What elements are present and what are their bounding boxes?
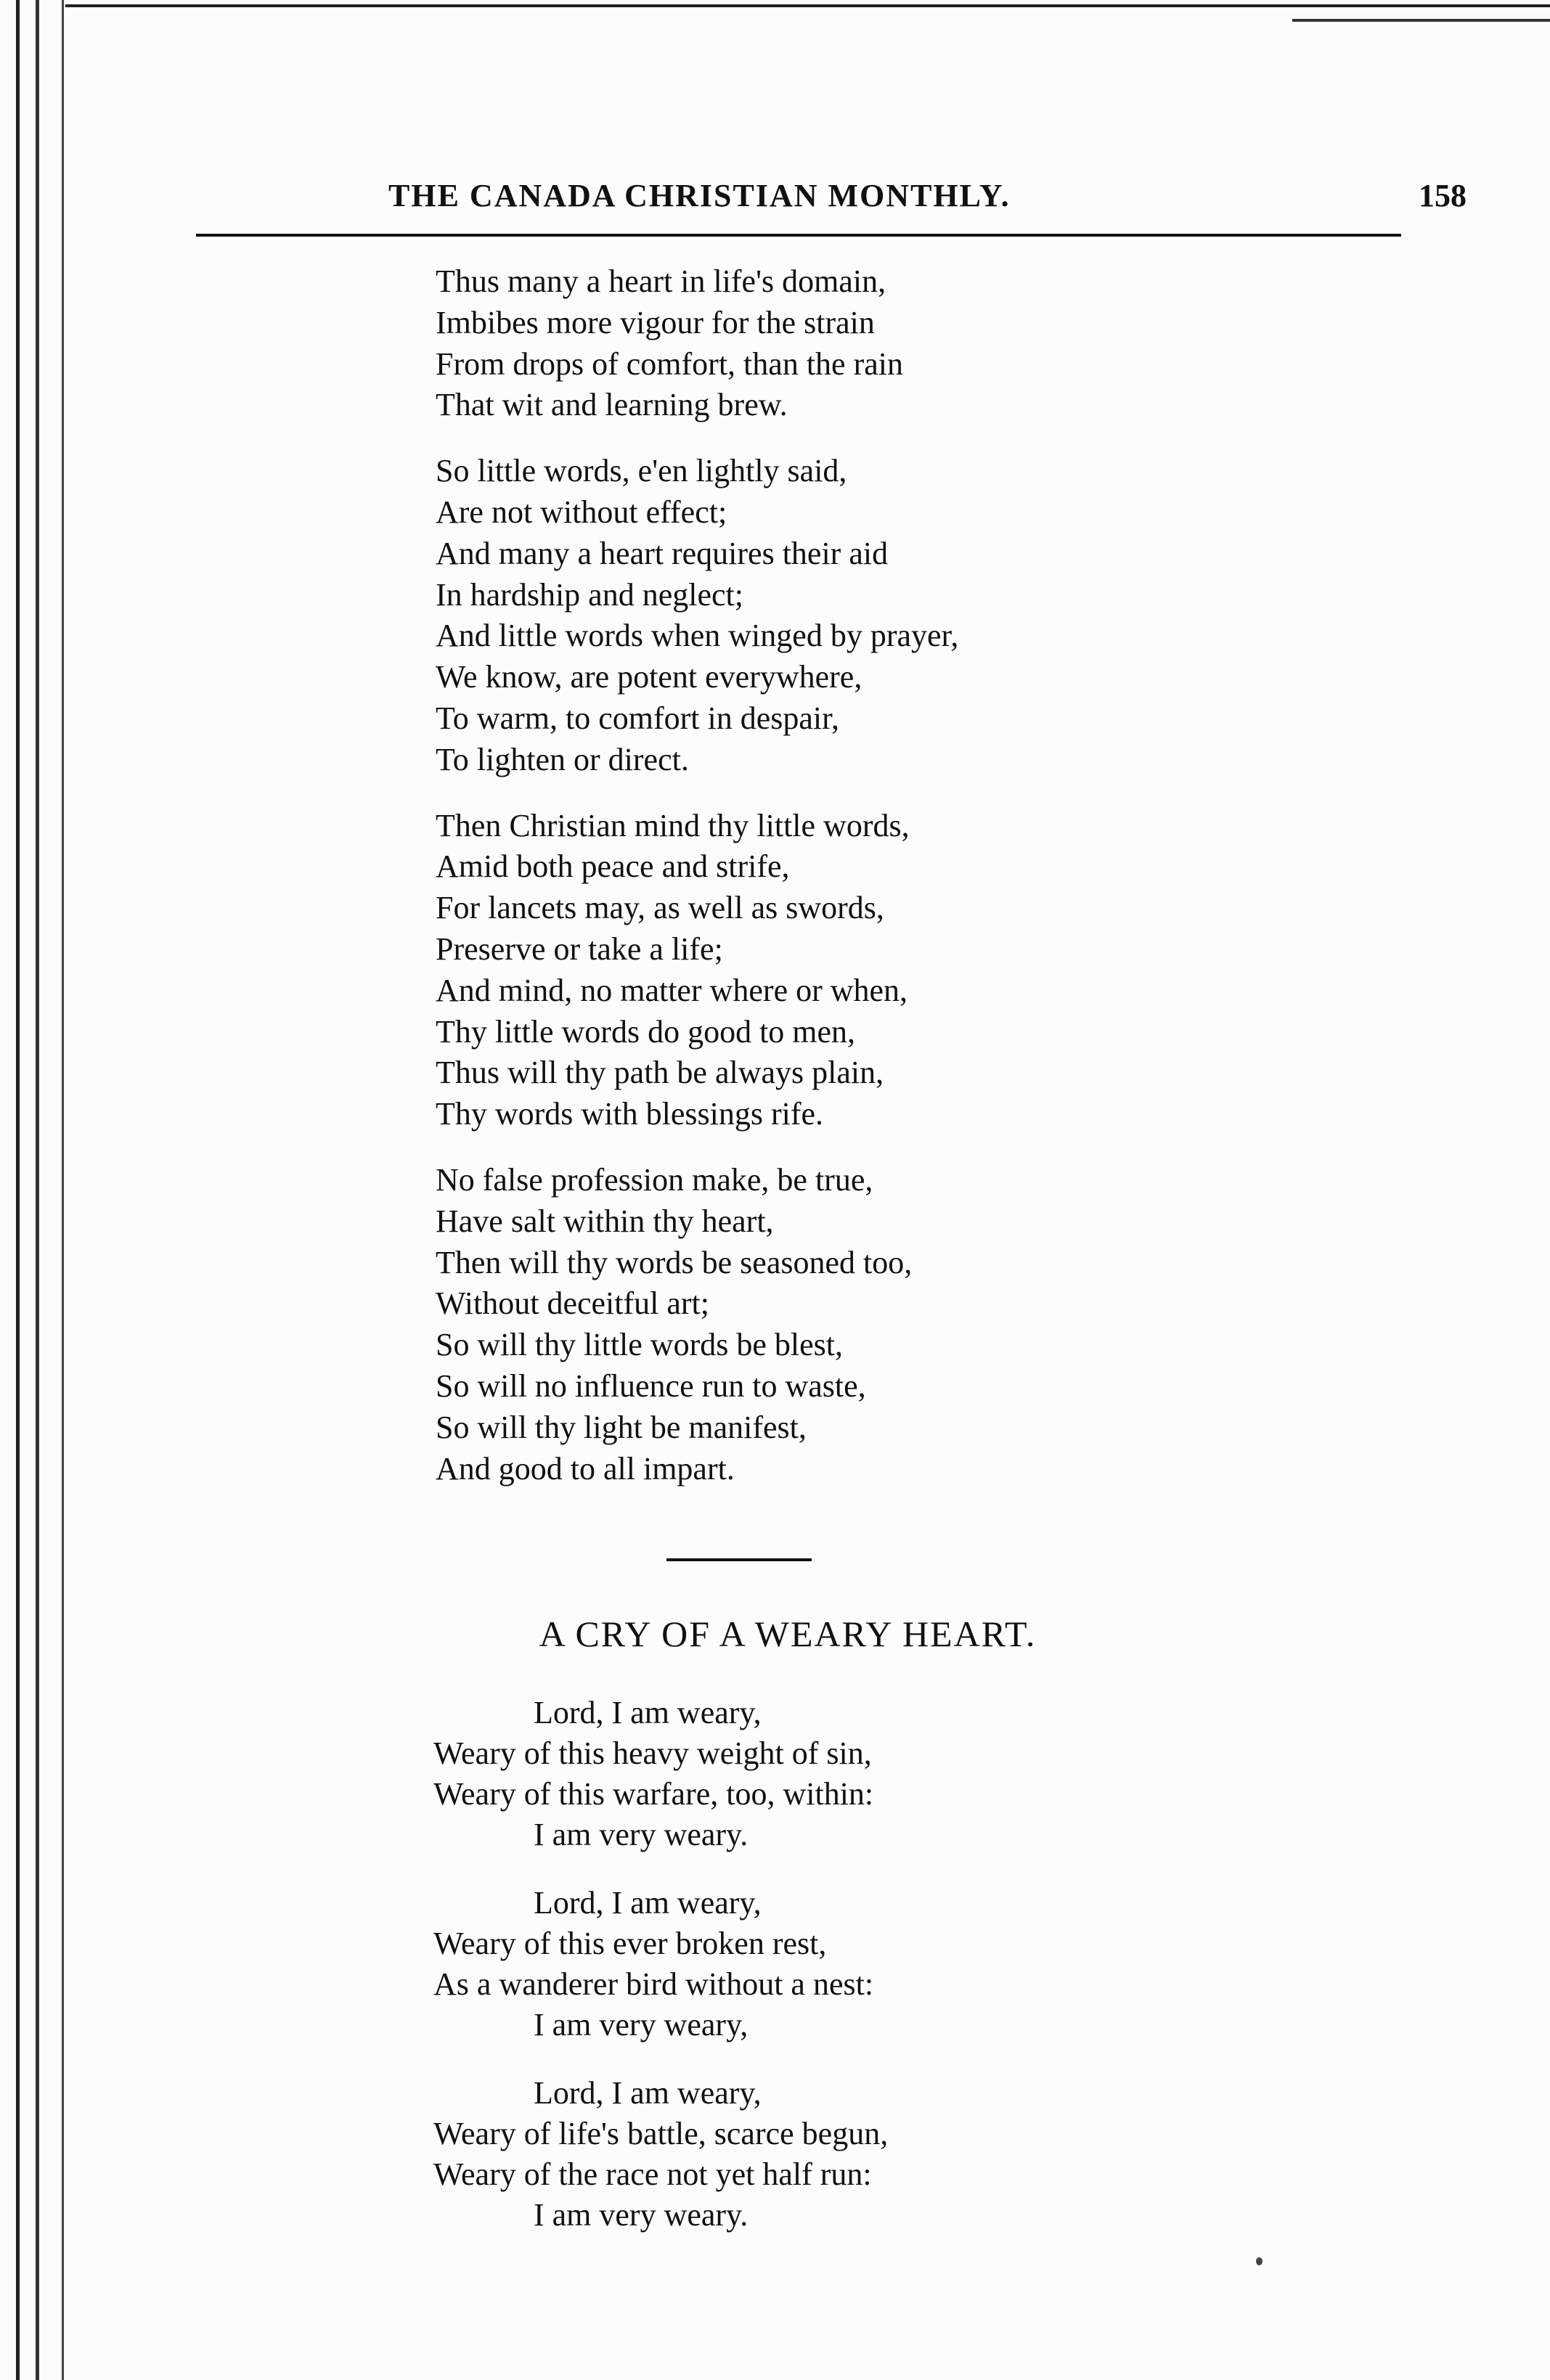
header-rule	[196, 234, 1401, 237]
poem-line: So little words, e'en lightly said,	[436, 453, 847, 489]
stanza	[433, 1883, 1377, 2045]
section-divider	[666, 1558, 812, 1561]
poem-line: To lighten or direct.	[436, 741, 689, 777]
poem-line: No false profession make, be true,	[436, 1161, 873, 1198]
poem-weary-heart	[433, 1693, 1377, 2263]
poem-line: Weary of this ever broken rest,	[433, 1926, 827, 1961]
stanza	[436, 1160, 1452, 1489]
poem-line: So will thy light be manifest,	[436, 1409, 807, 1445]
poem-line: Lord, I am weary,	[534, 1695, 762, 1730]
poem-line: As a wanderer bird without a nest:	[433, 1966, 874, 2002]
poem-line: To warm, to comfort in despair,	[436, 700, 840, 736]
stanza	[433, 1693, 1377, 1855]
poem-line: Have salt within thy heart,	[436, 1203, 774, 1239]
poem-continuation	[436, 261, 1452, 1514]
poem-line: Preserve or take a life;	[436, 931, 723, 967]
poem-line: Lord, I am weary,	[534, 2075, 762, 2111]
poem-title: A CRY OF A WEARY HEART.	[539, 1614, 1037, 1654]
stanza	[433, 2073, 1377, 2236]
poem-line: And many a heart requires their aid	[436, 535, 889, 571]
scan-speck	[1256, 2257, 1263, 2265]
running-head: THE CANADA CHRISTIAN MONTHLY.	[388, 178, 1011, 213]
poem-line: Weary of life's battle, scarce begun,	[433, 2116, 889, 2151]
stanza	[436, 451, 1452, 780]
poem-line: I am very weary,	[534, 2007, 749, 2042]
poem-line: Weary of the race not yet half run:	[433, 2156, 872, 2192]
poem-line: Then will thy words be seasoned too,	[436, 1244, 913, 1280]
poem-line: For lancets may, as well as swords,	[436, 890, 884, 926]
poem-line: Imbibes more vigour for the strain	[436, 304, 875, 340]
poem-line: Thy words with blessings rife.	[436, 1096, 824, 1132]
poem-line: Lord, I am weary,	[534, 1885, 762, 1921]
page-header	[196, 177, 1467, 228]
stanza	[436, 806, 1452, 1135]
top-page-edge-secondary	[1292, 19, 1550, 22]
poem-line: I am very weary.	[534, 1817, 749, 1852]
poem-line: Thus many a heart in life's domain,	[436, 263, 886, 299]
poem-line: In hardship and neglect;	[436, 576, 743, 613]
top-page-edge	[65, 4, 1550, 7]
poem-line: Amid both peace and strife,	[436, 848, 790, 885]
poem-line: Weary of this heavy weight of sin,	[433, 1735, 872, 1771]
poem-line: Weary of this warfare, too, within:	[433, 1776, 874, 1812]
poem-line: And mind, no matter where or when,	[436, 972, 908, 1008]
book-binding-edge	[16, 0, 70, 2380]
poem-line: Thus will thy path be always plain,	[436, 1055, 884, 1091]
poem-line: I am very weary.	[534, 2197, 749, 2233]
poem-line: That wit and learning brew.	[436, 387, 788, 423]
poem-line: From drops of comfort, than the rain	[436, 345, 903, 382]
poem-line: So will no influence run to waste,	[436, 1367, 866, 1404]
poem-line: Thy little words do good to men,	[436, 1013, 856, 1050]
poem-line: Are not without effect;	[436, 494, 727, 530]
poem-line: And good to all impart.	[436, 1450, 735, 1487]
poem-line: We know, are potent everywhere,	[436, 659, 862, 695]
poem-line: And little words when winged by prayer,	[436, 618, 959, 654]
poem-line: Then Christian mind thy little words,	[436, 807, 910, 843]
stanza	[436, 261, 1452, 426]
poem-line: Without deceitful art;	[436, 1285, 709, 1322]
poem-line: So will thy little words be blest,	[436, 1327, 843, 1363]
page-number: 158	[1419, 178, 1467, 213]
